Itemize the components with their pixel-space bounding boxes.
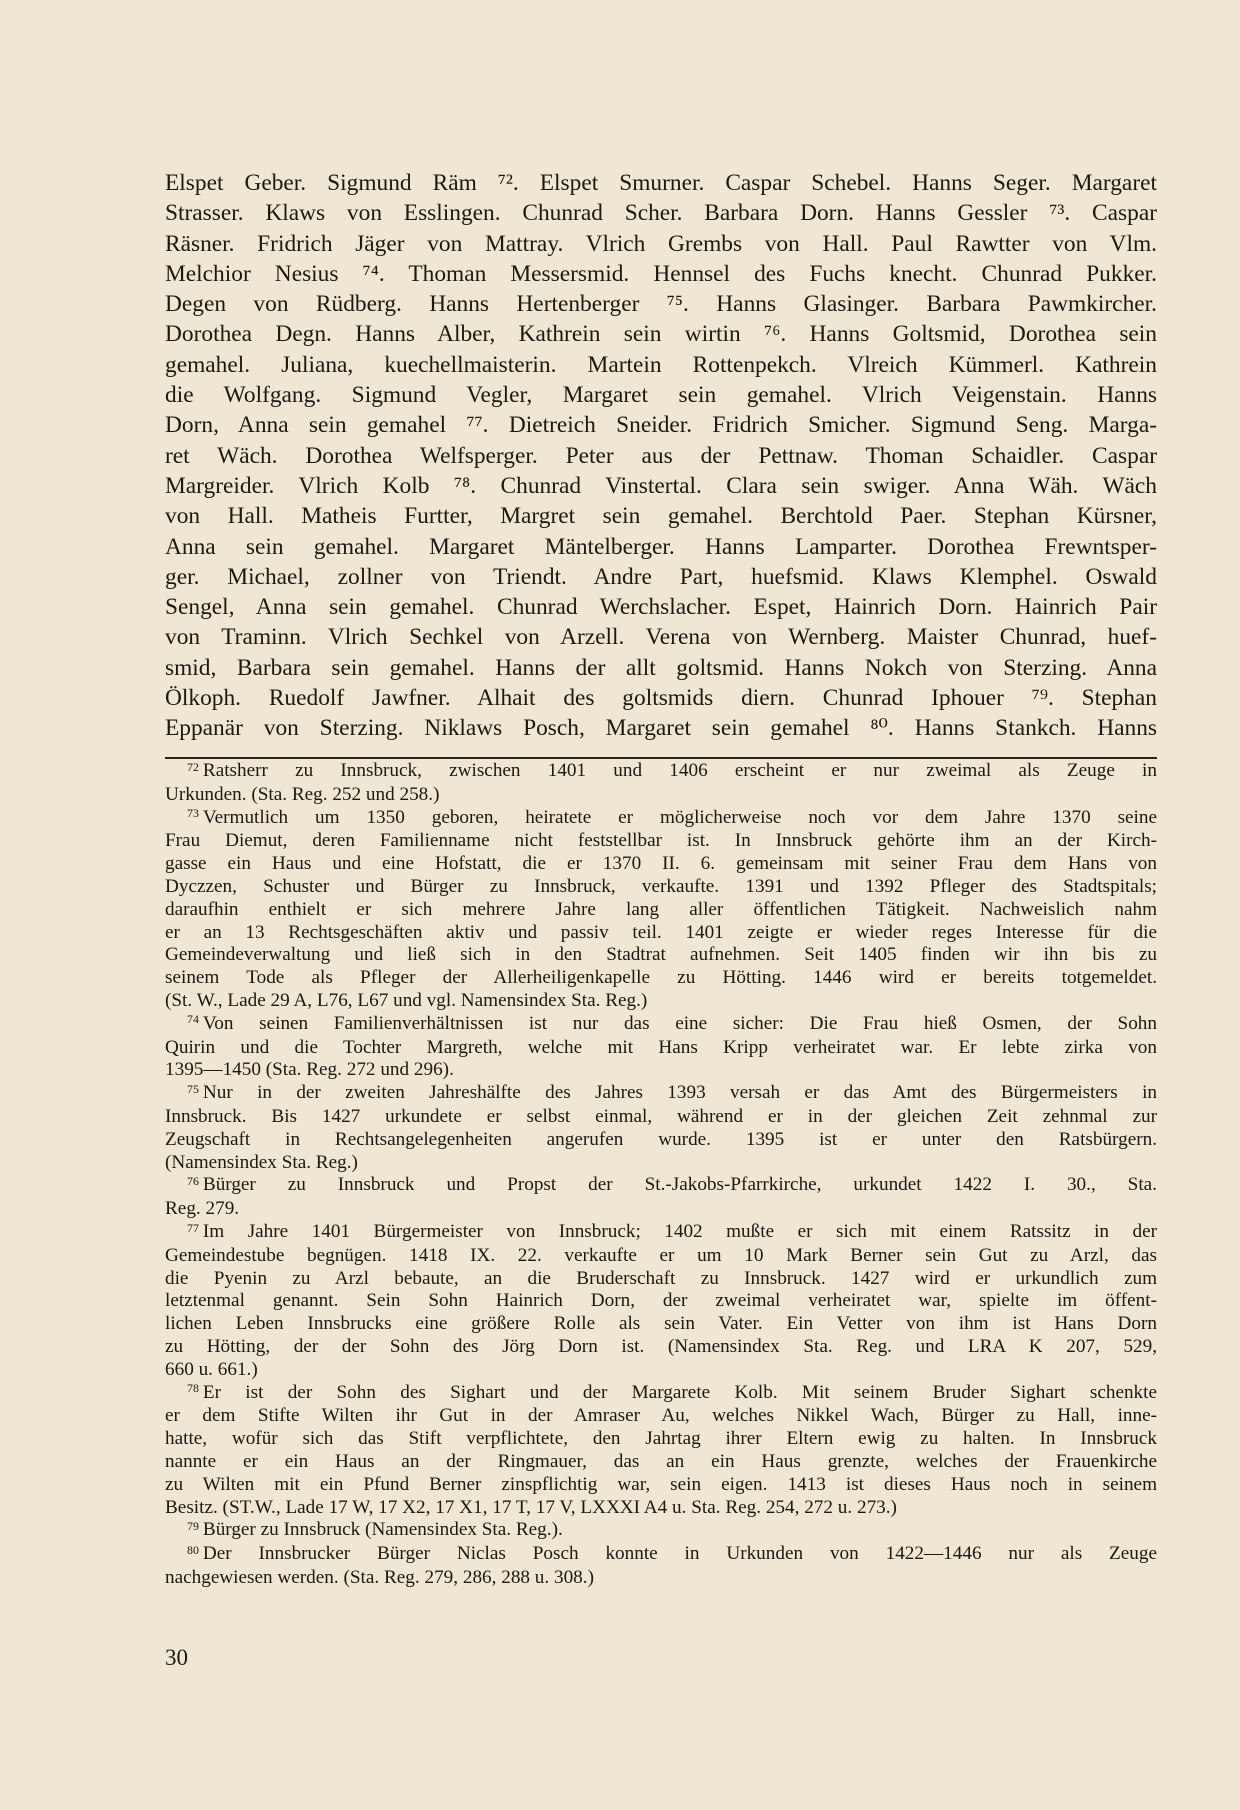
footnote xyxy=(165,1519,1157,1543)
main-text-line: ger. Michael, zollner von Triendt. Andre Part, huefsmid. Klaws Klemphel. Oswald xyxy=(165,563,1157,590)
footnote-text-line: Zeugschaft in Rechtsangelegenheiten angerufen wurde. 1395 ist er unter den Ratsbürgern. xyxy=(165,1128,1157,1150)
footnote-text-line: Bürger zu Innsbruck (Namensindex Sta. Reg.). xyxy=(202,1519,563,1541)
footnote-number: 79 xyxy=(187,1518,199,1533)
main-text-line: Räsner. Fridrich Jäger von Mattray. Vlrich Grembs von Hall. Paul Rawtter von Vlm. xyxy=(165,230,1157,257)
footnote xyxy=(165,1013,1157,1082)
footnote-text-line: Ratsherr zu Innsbruck, zwischen 1401 und 1406 erscheint er nur zweimal als Zeuge in xyxy=(202,760,1157,781)
footnote-text-line: Vermutlich um 1350 geboren, heiratete er möglicherweise noch vor dem Jahre 1370 seine xyxy=(202,806,1157,828)
footnote-text-line: Besitz. (ST.W., Lade 17 W, 17 X2, 17 X1, 17 T, 17 V, LXXXI A4 u. Sta. Reg. 254, 272 u. 273.) xyxy=(165,1496,897,1518)
main-text-line: Dorothea Degn. Hanns Alber, Kathrein sein wirtin ⁷⁶. Hanns Goltsmid, Dorothea sein xyxy=(165,321,1157,348)
footnote-text-line: Dyczzen, Schuster und Bürger zu Innsbruck, verkaufte. 1391 und 1392 Pfleger des Stadtspitals; xyxy=(165,875,1157,897)
main-text-line: ret Wäch. Dorothea Welfsperger. Peter aus der Pettnaw. Thoman Schaidler. Caspar xyxy=(165,442,1157,469)
footnote-text-line: er an 13 Rechtsgeschäften aktiv und passiv teil. 1401 zeigte er wieder reges Interesse für die xyxy=(165,921,1157,943)
footnote-text-line: Quirin und die Tochter Margreth, welche mit Hans Kripp verheiratet war. Er lebte zirka von xyxy=(165,1036,1157,1058)
footnote-text-line: er dem Stifte Wilten ihr Gut in der Amraser Au, welches Nikkel Wach, Bürger zu Hall, inne- xyxy=(165,1405,1157,1427)
footnote-text-line: Gemeindeverwaltung und ließ sich in den Stadtrat aufnehmen. Seit 1405 finden wir ihn bis zu xyxy=(165,944,1157,966)
footnote xyxy=(165,1174,1157,1221)
main-text-line: Eppanär von Sterzing. Niklaws Posch, Margaret sein gemahel ⁸⁰. Hanns Stankch. Hanns xyxy=(165,715,1157,742)
footnote-text-line: Gemeindestube begnügen. 1418 IX. 22. verkaufte er um 10 Mark Berner sein Gut zu Arzl, das xyxy=(165,1244,1157,1266)
footnotes xyxy=(165,760,1157,1590)
main-text-line: Strasser. Klaws von Esslingen. Chunrad Scher. Barbara Dorn. Hanns Gessler ⁷³. Caspar xyxy=(165,200,1157,227)
main-text-line: die Wolfgang. Sigmund Vegler, Margaret sein gemahel. Vlrich Veigenstain. Hanns xyxy=(165,382,1157,409)
footnote-number: 76 xyxy=(187,1174,199,1188)
footnote-text-line: 1395—1450 (Sta. Reg. 272 und 296). xyxy=(165,1059,454,1081)
footnote-text-line: (Namensindex Sta. Reg.) xyxy=(165,1151,358,1173)
footnote-number: 78 xyxy=(187,1381,199,1396)
footnote-text-line: die Pyenin zu Arzl bebaute, an die Bruderschaft zu Innsbruck. 1427 wird er urkundlich zum xyxy=(165,1267,1157,1289)
main-text-line: Ölkoph. Ruedolf Jawfner. Alhait des goltsmids diern. Chunrad Iphouer ⁷⁹. Stephan xyxy=(165,685,1157,712)
footnote-text-line: lichen Leben Innsbrucks eine größere Rolle als sein Vater. Ein Vetter von ihm ist Hans Dorn xyxy=(165,1313,1157,1335)
page-number: 30 xyxy=(165,1645,188,1670)
footnote-text-line: Der Innsbrucker Bürger Niclas Posch konnte in Urkunden von 1422—1446 nur als Zeuge xyxy=(202,1543,1157,1565)
footnote xyxy=(165,807,1157,1013)
footnote-text-line: zu Wilten mit ein Pfund Berner zinspflichtig war, sein eigen. 1413 ist dieses Haus noch in seinem xyxy=(165,1473,1157,1495)
footnote-number: 72 xyxy=(187,759,199,774)
footnote-text-line: Im Jahre 1401 Bürgermeister von Innsbruck; 1402 mußte er sich mit einem Ratssitz in der xyxy=(202,1220,1157,1242)
footnote-text-line: Frau Diemut, deren Familienname nicht feststellbar ist. In Innsbruck gehörte ihm an der Kirch- xyxy=(165,830,1157,852)
footnote-text-line: Reg. 279. xyxy=(165,1198,240,1220)
main-text-line: von Hall. Matheis Furtter, Margret sein gemahel. Berchtold Paer. Stephan Kürsner, xyxy=(165,503,1157,530)
footnote-number: 73 xyxy=(187,806,199,821)
main-text-line: gemahel. Juliana, kuechellmaisterin. Martein Rottenpekch. Vlreich Kümmerl. Kathrein xyxy=(165,351,1157,378)
footnote-number: 77 xyxy=(187,1220,199,1235)
footnote xyxy=(165,760,1157,807)
main-text-line: Degen von Rüdberg. Hanns Hertenberger ⁷⁵. Hanns Glasinger. Barbara Pawmkircher. xyxy=(165,291,1157,318)
footnote-number: 74 xyxy=(187,1012,199,1027)
footnote-text-line: Von seinen Familienverhältnissen ist nur das eine sicher: Die Frau hieß Osmen, der Sohn xyxy=(202,1012,1157,1034)
footnote-text-line: zu Hötting, der der Sohn des Jörg Dorn ist. (Namensindex Sta. Reg. und LRA K 207, 529, xyxy=(165,1335,1157,1357)
main-text-line: Margreider. Vlrich Kolb ⁷⁸. Chunrad Vinstertal. Clara sein swiger. Anna Wäh. Wäch xyxy=(165,472,1157,499)
footnote-text-line: nachgewiesen werden. (Sta. Reg. 279, 286, 288 u. 308.) xyxy=(165,1566,594,1588)
footnote xyxy=(165,1082,1157,1174)
main-text xyxy=(165,168,1157,744)
footnote-text-line: (St. W., Lade 29 A, L76, L67 und vgl. Namensindex Sta. Reg.) xyxy=(165,989,648,1011)
footnote xyxy=(165,1382,1157,1520)
footnote-rule xyxy=(165,757,1157,759)
footnote-text-line: Er ist der Sohn des Sighart und der Margarete Kolb. Mit seinem Bruder Sighart schenkte xyxy=(202,1381,1157,1403)
main-text-line: Dorn, Anna sein gemahel ⁷⁷. Dietreich Sneider. Fridrich Smicher. Sigmund Seng. Marga- xyxy=(165,412,1157,439)
main-text-line: Anna sein gemahel. Margaret Mäntelberger. Hanns Lamparter. Dorothea Frewntsper- xyxy=(165,533,1157,560)
footnote-text-line: letztenmal genannt. Sein Sohn Hainrich Dorn, der zweimal verheiratet war, spielte im öffent- xyxy=(165,1290,1157,1312)
footnote-text-line: hatte, wofür sich das Stift verpflichtete, den Jahrtag ihrer Eltern ewig zu halten. In Innsbruck xyxy=(165,1428,1157,1450)
footnote xyxy=(165,1543,1157,1590)
footnote-text-line: Nur in der zweiten Jahreshälfte des Jahres 1393 versah er das Amt des Bürgermeisters in xyxy=(202,1082,1157,1104)
footnote xyxy=(165,1221,1157,1382)
footnote-text-line: gasse ein Haus und eine Hofstatt, die er 1370 II. 6. gemeinsam mit seiner Frau dem Hans von xyxy=(165,853,1157,875)
main-text-line: Melchior Nesius ⁷⁴. Thoman Messersmid. Hennsel des Fuchs knecht. Chunrad Pukker. xyxy=(165,260,1157,287)
footnote-number: 80 xyxy=(187,1542,199,1557)
footnote-text-line: Urkunden. (Sta. Reg. 252 und 258.) xyxy=(165,783,440,805)
footnote-text-line: 660 u. 661.) xyxy=(165,1358,258,1380)
footnote-text-line: Innsbruck. Bis 1427 urkundete er selbst einmal, während er in der gleichen Zeit zehnmal zur xyxy=(165,1105,1157,1127)
main-text-line: Sengel, Anna sein gemahel. Chunrad Werchslacher. Espet, Hainrich Dorn. Hainrich Pair xyxy=(165,594,1157,621)
main-text-line: smid, Barbara sein gemahel. Hanns der allt goltsmid. Hanns Nokch von Sterzing. Anna xyxy=(165,654,1157,681)
footnote-text-line: daraufhin enthielt er sich mehrere Jahre lang aller öffentlichen Tätigkeit. Nachweislich nahm xyxy=(165,898,1157,920)
footnote-text-line: nannte er ein Haus an der Ringmauer, das an ein Haus grenzte, welches der Frauenkirche xyxy=(165,1450,1157,1472)
footnote-text-line: seinem Tode als Pfleger der Allerheiligenkapelle zu Hötting. 1446 wird er bereits totgemeldet. xyxy=(165,967,1157,989)
main-text-line: Elspet Geber. Sigmund Räm ⁷². Elspet Smurner. Caspar Schebel. Hanns Seger. Margaret xyxy=(165,170,1157,196)
main-text-line: von Traminn. Vlrich Sechkel von Arzell. Verena von Wernberg. Maister Chunrad, huef- xyxy=(165,624,1157,651)
footnote-number: 75 xyxy=(187,1081,199,1096)
footnote-text-line: Bürger zu Innsbruck und Propst der St.-Jakobs-Pfarrkirche, urkundet 1422 I. 30., Sta. xyxy=(202,1174,1157,1196)
